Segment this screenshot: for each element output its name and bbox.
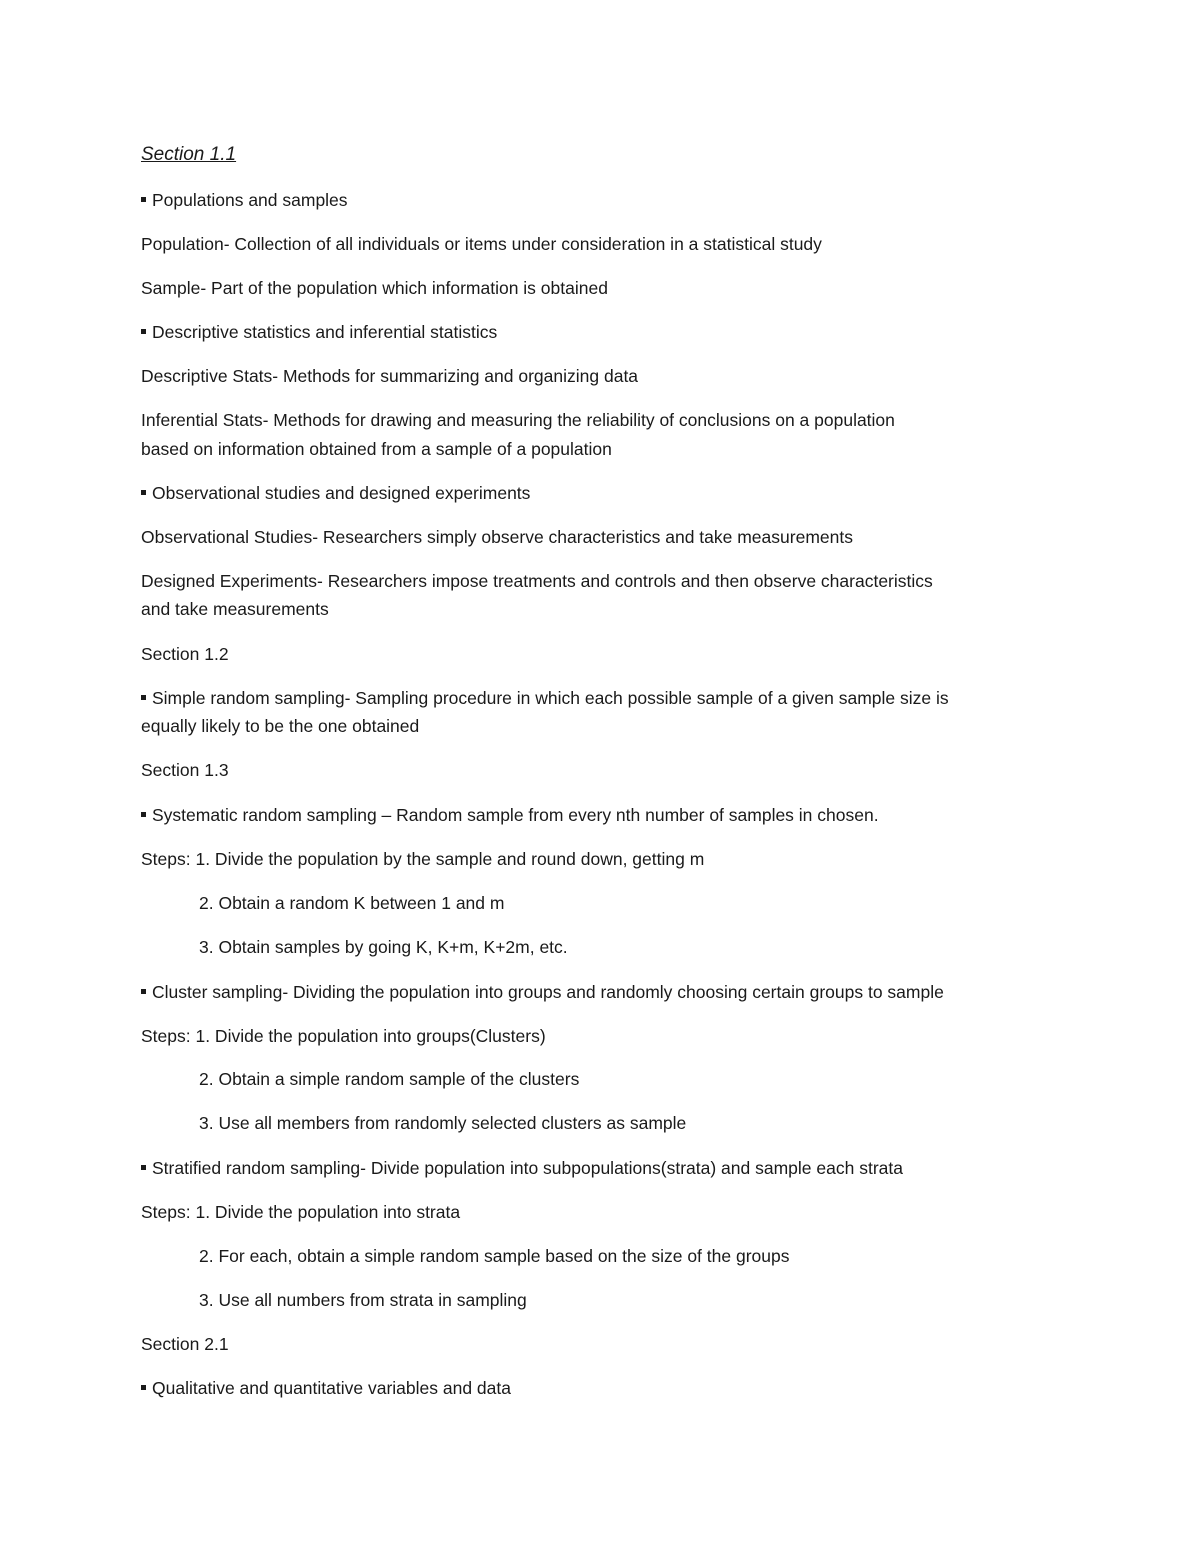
- section-1-3-heading: Section 1.3: [141, 760, 229, 780]
- bullet-descriptive-inferential: Descriptive statistics and inferential statistics: [141, 321, 497, 343]
- stratified-step-3: 3. Use all numbers from strata in sampling: [199, 1290, 527, 1310]
- bullet-populations-samples: Populations and samples: [141, 189, 348, 211]
- bullet-icon: [141, 329, 146, 334]
- stratified-step-1: Steps: 1. Divide the population into strata: [141, 1202, 461, 1222]
- bullet-icon: [141, 812, 146, 817]
- definition-inferential-stats-line1: Inferential Stats- Methods for drawing and measuring the reliability of conclusions on a population: [141, 410, 895, 430]
- bullet-qualitative-quantitative: Qualitative and quantitative variables and data: [141, 1377, 511, 1399]
- section-1-2-heading: Section 1.2: [141, 644, 229, 664]
- definition-inferential-stats-line2: based on information obtained from a sample of a population: [141, 439, 612, 459]
- stratified-step-2: 2. For each, obtain a simple random sample based on the size of the groups: [199, 1246, 790, 1266]
- bullet-observational-designed: Observational studies and designed experiments: [141, 482, 530, 504]
- cluster-step-3: 3. Use all members from randomly selected clusters as sample: [199, 1113, 687, 1133]
- bullet-icon: [141, 695, 146, 700]
- bullet-icon: [141, 989, 146, 994]
- bullet-cluster-sampling: Cluster sampling- Dividing the population into groups and randomly choosing certain groups to sample: [141, 981, 944, 1003]
- bullet-icon: [141, 1385, 146, 1390]
- definition-observational-studies: Observational Studies- Researchers simply observe characteristics and take measurements: [141, 527, 853, 547]
- definition-descriptive-stats: Descriptive Stats- Methods for summarizing and organizing data: [141, 366, 639, 386]
- bullet-icon: [141, 1165, 146, 1170]
- bullet-stratified-random-sampling: Stratified random sampling- Divide population into subpopulations(strata) and sample each strata: [141, 1157, 903, 1179]
- bullet-icon: [141, 490, 146, 495]
- definition-designed-experiments-line1: Designed Experiments- Researchers impose treatments and controls and then observe characteristics: [141, 571, 933, 591]
- bullet-icon: [141, 197, 146, 202]
- definition-designed-experiments-line2: and take measurements: [141, 599, 329, 619]
- systematic-step-1: Steps: 1. Divide the population by the sample and round down, getting m: [141, 849, 705, 869]
- definition-population: Population- Collection of all individuals or items under consideration in a statistical study: [141, 234, 822, 254]
- bullet-simple-random-sampling-line2: equally likely to be the one obtained: [141, 716, 420, 736]
- section-2-1-heading: Section 2.1: [141, 1334, 229, 1354]
- definition-sample: Sample- Part of the population which information is obtained: [141, 278, 608, 298]
- systematic-step-2: 2. Obtain a random K between 1 and m: [199, 893, 505, 913]
- bullet-simple-random-sampling-line1: Simple random sampling- Sampling procedure in which each possible sample of a given sample size is: [141, 687, 949, 709]
- section-1-1-heading: Section 1.1: [141, 144, 237, 165]
- bullet-systematic-random-sampling: Systematic random sampling – Random sample from every nth number of samples in chosen.: [141, 804, 879, 826]
- cluster-step-2: 2. Obtain a simple random sample of the clusters: [199, 1069, 580, 1089]
- systematic-step-3: 3. Obtain samples by going K, K+m, K+2m, etc.: [199, 937, 568, 957]
- cluster-step-1: Steps: 1. Divide the population into groups(Clusters): [141, 1026, 546, 1046]
